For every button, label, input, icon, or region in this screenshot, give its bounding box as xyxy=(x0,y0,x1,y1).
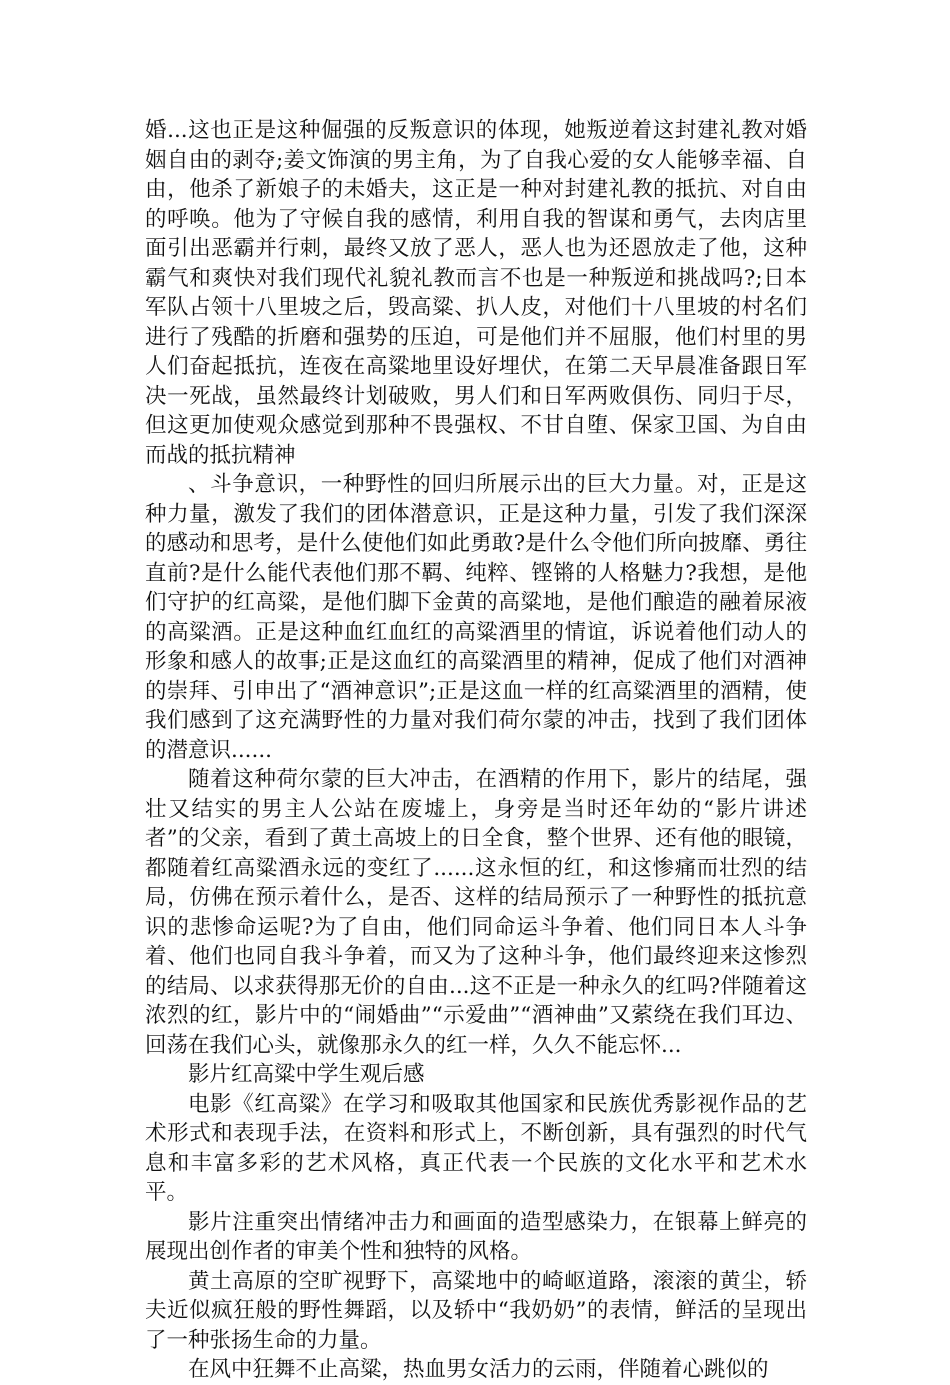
paragraph-ending: 随着这种荷尔蒙的巨大冲击，在酒精的作用下，影片的结尾，强壮又结实的男主人公站在废墟上，身旁是当时还年幼的“影片讲述者”的父亲，看到了黄土高坡上的日全食，整个世界、还有他的眼镜，都随着红高粱酒永远的变红了......这永恒的红，和这惨痛而壮烈的结局，仿佛在预示着什么，是否、这样的结局预示了一种野性的抵抗意识的悲惨命运呢?为了自由，他们同命运斗争着、他们同日本人斗争着、他们也同自我斗争着，而又为了这种斗争，他们最终迎来这惨烈的结局、以求获得那无价的自由...这不正是一种永久的红吗?伴随着这浓烈的红，影片中的“闹婚曲”“示爱曲”“酒神曲”又萦绕在我们耳边、回荡在我们心头，就像那永久的红一样，久久不能忘怀... xyxy=(145,767,807,1058)
paragraph-emotion: 影片注重突出情绪冲击力和画面的造型感染力，在银幕上鲜亮的展现出创作者的审美个性和独特的风格。 xyxy=(145,1209,807,1264)
paragraph-rebellion: 婚...这也正是这种倔强的反叛意识的体现，她叛逆着这封建礼教对婚姻自由的剥夺;姜文饰演的男主角，为了自我心爱的女人能够幸福、自由，他杀了新娘子的未婚夫，这正是一种对封建礼教的抵抗、对自由的呼唤。他为了守候自我的感情，利用自我的智谋和勇气，去肉店里面引出恶霸并行刺，最终又放了恶人，恶人也为还恩放走了他，这种霸气和爽快对我们现代礼貌礼教而言不也是一种叛逆和挑战吗?;日本军队占领十八里坡之后，毁高粱、扒人皮，对他们十八里坡的村名们进行了残酷的折磨和强势的压迫，可是他们并不屈服，他们村里的男人们奋起抵抗，连夜在高粱地里设好埋伏，在第二天早晨准备跟日军决一死战，虽然最终计划破败，男人们和日军两败俱伤、同归于尽，但这更加使观众感觉到那种不畏强权、不甘自堕、保家卫国、为自由而战的抵抗精神 xyxy=(145,118,807,468)
document-page xyxy=(145,116,807,1385)
paragraph-loess-plateau: 黄土高原的空旷视野下，高粱地中的崎岖道路，滚滚的黄尘，轿夫近似疯狂般的野性舞蹈，以及轿中“我奶奶”的表情，鲜活的呈现出了一种张扬生命的力量。 xyxy=(145,1268,807,1353)
paragraph-struggle: 、斗争意识，一种野性的回归所展示出的巨大力量。对，正是这种力量，激发了我们的团体潜意识，正是这种力量，引发了我们深深的感动和思考，是什么使他们如此勇敢?是什么令他们所向披靡、勇往直前?是什么能代表他们那不羁、纯粹、铿锵的人格魅力?我想，是他们守护的红高粱，是他们脚下金黄的高粱地，是他们酿造的融着尿液的高粱酒。正是这种血红血红的高粱酒里的情谊，诉说着他们动人的形象和感人的故事;正是这血红的高粱酒里的精神，促成了他们对酒神的崇拜、引申出了“酒神意识”;正是这血一样的红高粱酒里的酒精，使我们感到了这充满野性的力量对我们荷尔蒙的冲击，找到了我们团体的潜意识...... xyxy=(145,472,807,763)
paragraph-sorghum-wind: 在风中狂舞不止高粱，热血男女活力的云雨，伴随着心跳似的 xyxy=(188,1357,769,1382)
section-title: 影片红高粱中学生观后感 xyxy=(188,1062,425,1087)
paragraph-art-form: 电影《红高粱》在学习和吸取其他国家和民族优秀影视作品的艺术形式和表现手法，在资料和形式上，不断创新，具有强烈的时代气息和丰富多彩的艺术风格，真正代表一个民族的文化水平和艺术水平。 xyxy=(145,1091,807,1205)
